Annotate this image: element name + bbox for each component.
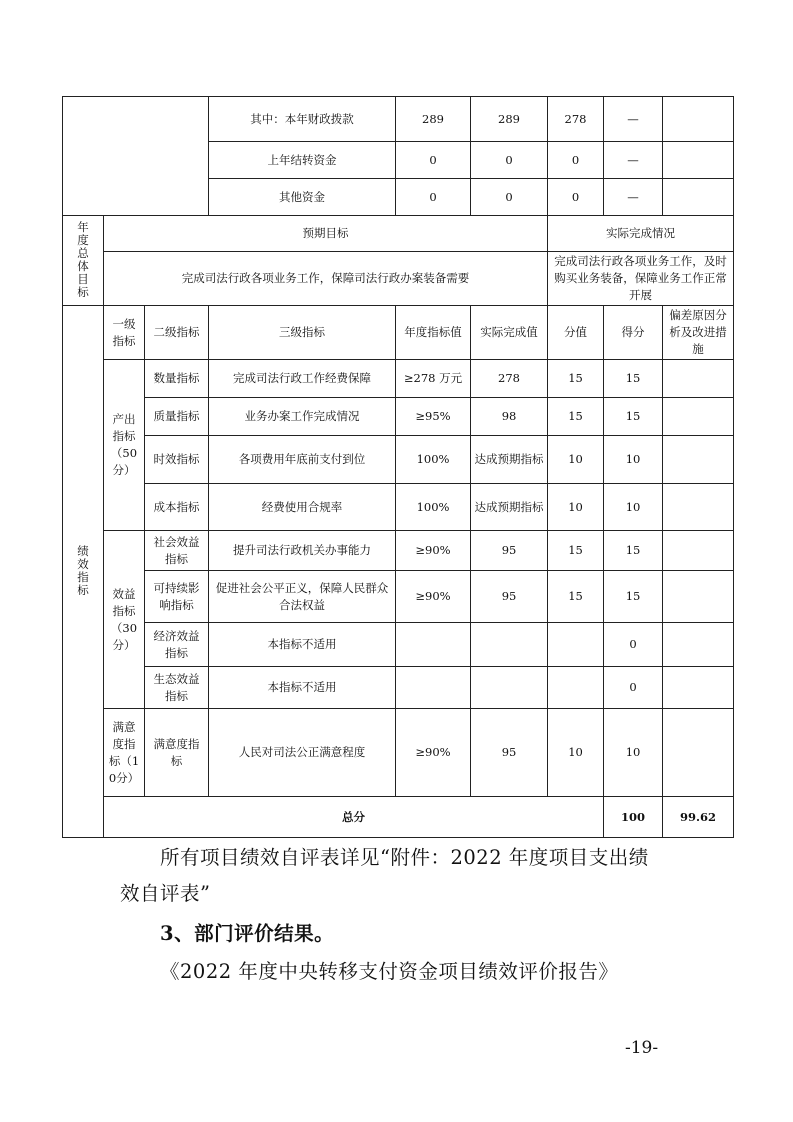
funds-label: 其中：本年财政拨款 xyxy=(209,97,396,142)
table-row xyxy=(63,436,734,484)
level2-cell: 经济效益指标 xyxy=(145,623,209,667)
annual-goal-label: 年度总体目标 xyxy=(77,219,89,299)
level2-cell: 社会效益指标 xyxy=(145,531,209,571)
score-cell: 15 xyxy=(604,398,663,436)
target-cell: 100% xyxy=(396,484,471,531)
actual-cell: 达成预期指标 xyxy=(471,484,548,531)
empty-cell xyxy=(663,142,734,179)
actual-cell: 95 xyxy=(471,709,548,797)
total-row xyxy=(63,797,734,838)
weight-cell xyxy=(548,667,604,709)
actual-cell: 95 xyxy=(471,571,548,623)
funds-value: — xyxy=(604,142,663,179)
section-heading: 3、部门评价结果。 xyxy=(160,922,335,945)
header-target: 年度指标值 xyxy=(396,306,471,360)
empty-cell xyxy=(663,97,734,142)
level3-cell: 业务办案工作完成情况 xyxy=(209,398,396,436)
actual-cell: 达成预期指标 xyxy=(471,436,548,484)
actual-cell: 278 xyxy=(471,360,548,398)
funds-row-fiscal xyxy=(63,97,734,142)
level3-cell: 本指标不适用 xyxy=(209,623,396,667)
funds-value: 0 xyxy=(396,179,471,216)
reason-cell xyxy=(663,484,734,531)
funds-value: 289 xyxy=(396,97,471,142)
score-cell: 15 xyxy=(604,360,663,398)
target-cell: ≥90% xyxy=(396,531,471,571)
reason-cell xyxy=(663,623,734,667)
level2-cell: 满意度指标 xyxy=(145,709,209,797)
weight-cell: 15 xyxy=(548,398,604,436)
target-cell: ≥90% xyxy=(396,571,471,623)
header-level1: 一级指标 xyxy=(104,306,145,360)
funds-value: 289 xyxy=(471,97,548,142)
indicators-label-cell xyxy=(63,306,104,838)
level3-cell: 人民对司法公正满意程度 xyxy=(209,709,396,797)
level2-cell: 时效指标 xyxy=(145,436,209,484)
expected-goal-header: 预期目标 xyxy=(104,216,548,252)
level2-cell: 数量指标 xyxy=(145,360,209,398)
target-cell: ≥95% xyxy=(396,398,471,436)
performance-table xyxy=(62,96,734,838)
level3-cell: 完成司法行政工作经费保障 xyxy=(209,360,396,398)
expected-goal-text: 完成司法行政各项业务工作，保障司法行政办案装备需要 xyxy=(104,252,548,306)
actual-cell xyxy=(471,667,548,709)
weight-cell: 10 xyxy=(548,436,604,484)
funds-label: 其他资金 xyxy=(209,179,396,216)
reason-cell xyxy=(663,531,734,571)
empty-cell xyxy=(663,179,734,216)
score-cell: 15 xyxy=(604,571,663,623)
funds-value: — xyxy=(604,97,663,142)
actual-cell: 95 xyxy=(471,531,548,571)
funds-value: 278 xyxy=(548,97,604,142)
funds-label: 上年结转资金 xyxy=(209,142,396,179)
actual-cell: 98 xyxy=(471,398,548,436)
target-cell: 100% xyxy=(396,436,471,484)
level3-cell: 本指标不适用 xyxy=(209,667,396,709)
output-group-label: 产出指标（50分） xyxy=(104,360,145,531)
annual-goal-content-row xyxy=(63,252,734,306)
funds-value: 0 xyxy=(548,142,604,179)
level3-cell: 提升司法行政机关办事能力 xyxy=(209,531,396,571)
weight-cell: 10 xyxy=(548,484,604,531)
annual-goal-label-cell xyxy=(63,216,104,306)
reason-cell xyxy=(663,398,734,436)
score-cell: 15 xyxy=(604,531,663,571)
level2-cell: 成本指标 xyxy=(145,484,209,531)
level3-cell: 各项费用年底前支付到位 xyxy=(209,436,396,484)
level3-cell: 促进社会公平正义，保障人民群众合法权益 xyxy=(209,571,396,623)
reason-cell xyxy=(663,709,734,797)
table-row xyxy=(63,484,734,531)
header-level2: 二级指标 xyxy=(145,306,209,360)
funds-blank-cell xyxy=(63,97,209,216)
table-row xyxy=(63,709,734,797)
funds-value: 0 xyxy=(396,142,471,179)
table-row xyxy=(63,360,734,398)
annual-goal-header-row xyxy=(63,216,734,252)
target-cell: ≥278 万元 xyxy=(396,360,471,398)
actual-status-header: 实际完成情况 xyxy=(548,216,734,252)
weight-cell xyxy=(548,623,604,667)
score-cell: 10 xyxy=(604,484,663,531)
actual-cell xyxy=(471,623,548,667)
paragraph-line: 效自评表” xyxy=(120,882,211,905)
total-label: 总分 xyxy=(104,797,604,838)
score-cell: 0 xyxy=(604,667,663,709)
actual-status-text: 完成司法行政各项业务工作，及时购买业务装备，保障业务工作正常开展 xyxy=(548,252,734,306)
benefit-group-label: 效益指标（30分） xyxy=(104,531,145,709)
score-cell: 10 xyxy=(604,436,663,484)
table-row xyxy=(63,531,734,571)
target-cell: ≥90% xyxy=(396,709,471,797)
header-actual: 实际完成值 xyxy=(471,306,548,360)
target-cell xyxy=(396,667,471,709)
total-score: 99.62 xyxy=(663,797,734,838)
score-cell: 0 xyxy=(604,623,663,667)
page-number: -19- xyxy=(625,1038,659,1058)
funds-value: 0 xyxy=(471,142,548,179)
weight-cell: 15 xyxy=(548,360,604,398)
indicator-header-row xyxy=(63,306,734,360)
table-row xyxy=(63,623,734,667)
score-cell: 10 xyxy=(604,709,663,797)
weight-cell: 15 xyxy=(548,571,604,623)
target-cell xyxy=(396,623,471,667)
reason-cell xyxy=(663,667,734,709)
level2-cell: 生态效益指标 xyxy=(145,667,209,709)
header-reason: 偏差原因分析及改进措施 xyxy=(663,306,734,360)
reason-cell xyxy=(663,436,734,484)
level2-cell: 可持续影响指标 xyxy=(145,571,209,623)
table-row xyxy=(63,571,734,623)
table-row xyxy=(63,398,734,436)
header-level3: 三级指标 xyxy=(209,306,396,360)
weight-cell: 10 xyxy=(548,709,604,797)
paragraph-line: 《2022 年度中央转移支付资金项目绩效评价报告》 xyxy=(160,960,619,983)
weight-cell: 15 xyxy=(548,531,604,571)
total-weight: 100 xyxy=(604,797,663,838)
funds-value: — xyxy=(604,179,663,216)
indicators-label: 绩效指标 xyxy=(77,543,89,597)
level2-cell: 质量指标 xyxy=(145,398,209,436)
satisfaction-group-label: 满意度指标（10分） xyxy=(104,709,145,797)
funds-value: 0 xyxy=(471,179,548,216)
header-score: 得分 xyxy=(604,306,663,360)
reason-cell xyxy=(663,360,734,398)
level3-cell: 经费使用合规率 xyxy=(209,484,396,531)
table-row xyxy=(63,667,734,709)
header-weight: 分值 xyxy=(548,306,604,360)
paragraph-line: 所有项目绩效自评表详见“附件：2022 年度项目支出绩 xyxy=(160,846,649,869)
reason-cell xyxy=(663,571,734,623)
funds-value: 0 xyxy=(548,179,604,216)
